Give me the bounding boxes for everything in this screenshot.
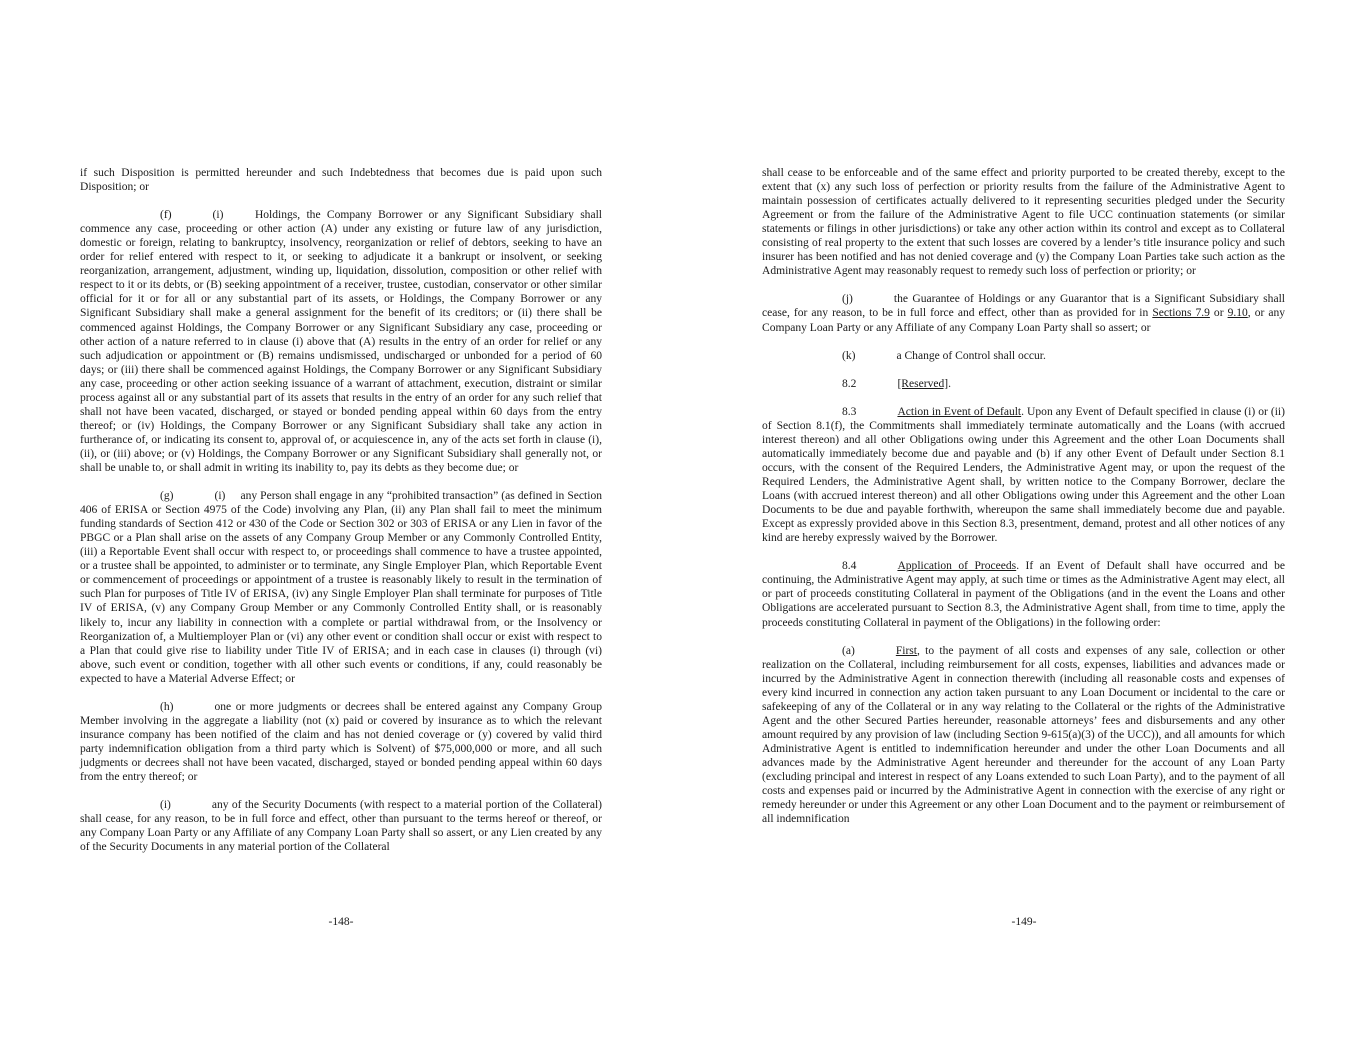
clause-h — [80, 700, 602, 784]
clause-h-label: (h) — [160, 700, 174, 713]
clause-f — [80, 208, 602, 475]
clause-i — [80, 798, 602, 854]
clause-k-label: (k) — [842, 349, 856, 362]
section-8-2: 8.2 [Reserved]. — [842, 377, 951, 390]
section-7-9-link[interactable]: Sections 7.9 — [1152, 307, 1210, 320]
clause-j-label: (j) — [842, 293, 853, 306]
clause-f-text: (i) Holdings, the Company Borrower or any Significant Subsidiary shall commence any case, proceeding or other action (A) under any existing or future law of any jurisdiction, domestic or foreign, relating to bankruptcy, insolvency, reorganization or relief of debtors, seeking to have an order for relief entered with respect to it, or seeking to adjudicate it a bankrupt or insolvent, or seeking reorganization, arrangement, adjustment, winding up, liquidation, dissolution, composition or other relief with respect to it or its debts, or (B) seeking appointment of a receiver, trustee, custodian, conservator or other similar official for it or for all or any substantial part of its assets, or Holdings, the Company Borrower or any Significant Subsidiary shall make a general assignment for the benefit of its creditors; or (ii) there shall be commenced against Holdings, the Company Borrower or any Significant Subsidiary any case, proceeding or other action of a nature referred to in clause (i) above that (A) results in the entry of an order for relief or any such adjudication or appointment or (B) remains undismissed, undischarged or unbonded for a period of 60 days; or (iii) there shall be commenced against Holdings, the Company Borrower or any Significant Subsidiary any case, proceeding or other action seeking issuance of a warrant of attachment, execution, distraint or similar process against all or any substantial part of its assets that results in the entry of an order for any such relief that shall not have been vacated, discharged, or stayed or bonded pending appeal within 60 days from the entry thereof; or (iv) Holdings, the Company Borrower or any Significant Subsidiary shall take any action in furtherance of, or indicating its consent to, approval of, or acquiescence in, any of the acts set forth in clause (i), (ii), or (iii) above; or (v) Holdings, the Company Borrower or any Significant Subsidiary shall generally not, or shall be unable to, or shall admit in writing its inability to, pay its debts as they become due; or — [80, 209, 602, 474]
page-number: -148- — [328, 916, 354, 928]
section-8-4-title: Application of Proceeds — [897, 560, 1017, 573]
section-9-10-link[interactable]: 9.10 — [1227, 307, 1248, 320]
clause-i-text: any of the Security Documents (with respect to a material portion of the Collateral) shall cease, for any reason, to be in full force and effect, other than pursuant to the terms hereof or thereof, or any Company Loan Party or any Affiliate of any Company Loan Party shall so assert, or any Lien created by any of the Security Documents in any material portion of the Collateral — [80, 799, 602, 854]
section-8-4-text: . If an Event of Default shall have occurred and be continuing, the Administrative Agent may apply, at such time or times as the Administrative Agent may elect, all or part of proceeds constituting Collateral in payment of the Obligations (and in the event the Loans and other Obligations are accelerated pursuant to Section 8.3, the Administrative Agent shall, from time to time, apply the proceeds constituting Collateral in payment of the Obligations) in the following order: — [762, 560, 1285, 629]
clause-i-label: (i) — [160, 799, 171, 812]
clause-a-label: (a) — [842, 644, 855, 657]
section-8-3 — [762, 405, 1285, 545]
section-8-3-number: 8.3 — [842, 405, 857, 418]
page-number: -149- — [1011, 916, 1037, 928]
paragraph-continuation: if such Disposition is permitted hereunder and such Indebtedness that becomes due is paid upon such Disposition; or — [80, 167, 602, 194]
clause-k-text: a Change of Control shall occur. — [896, 349, 1046, 362]
section-8-4-number: 8.4 — [842, 560, 857, 573]
clause-g — [80, 489, 602, 686]
section-8-4 — [762, 559, 1285, 629]
clause-h-text: one or more judgments or decrees shall be entered against any Company Group Member involving in the aggregate a liability (not (x) paid or covered by insurance as to which the relevant insurance company has been notified of the claim and has not denied coverage or (y) covered by valid third party indemnification obligation from a third party which is Solvent) of $75,000,000 or more, and all such judgments or decrees shall not have been vacated, discharged, stayed or bonded pending appeal within 60 days from the entry thereof; or — [80, 700, 602, 784]
clause-g-text: (i) any Person shall engage in any “prohibited transaction” (as defined in Section 406 of ERISA or Section 4975 of the Code) involving any Plan, (ii) any Plan shall fail to meet the minimum funding standards of Section 412 or 430 of the Code or Section 302 or 303 of ERISA or any Lien in favor of the PBGC or a Plan shall arise on the assets of any Company Group Member or any Commonly Controlled Entity, (iii) a Reportable Event shall occur with respect to, or proceedings shall commence to have a trustee appointed, or a trustee shall be appointed, to administer or to terminate, any Single Employer Plan, which Reportable Event or commencement of proceedings or appointment of a trustee is reasonably likely to result in the termination of such Plan for purposes of Title IV of ERISA, (iv) any Single Employer Plan shall terminate for purposes of Title IV of ERISA, (v) any Company Group Member or any Commonly Controlled Entity shall, or is reasonably likely to, incur any liability in connection with a complete or partial withdrawal from, or the Insolvency or Reorganization of, a Multiemployer Plan or (vi) any other event or condition shall occur or exist with respect to a Plan that could give rise to liability under Title IV of ERISA; and in each case in clauses (i) through (vi) above, such event or condition, together with all other such events or conditions, if any, could reasonably be expected to have a Material Adverse Effect; or — [80, 490, 602, 685]
section-8-2-number: 8.2 — [842, 377, 857, 390]
clause-a — [762, 644, 1285, 827]
clause-j: (j) the Guarantee of Holdings or any Guarantor that is a Significant Subsidiary shall cease, for any reason, to be in full force and effect, other than as provided for in Sections 7.9 or 9.10, or any Company Loan Party or any Affiliate of any Company Loan Party shall so assert; or — [762, 293, 1286, 334]
clause-f-label: (f) — [160, 209, 172, 222]
page-148-body — [80, 166, 602, 868]
paragraph-continuation: shall cease to be enforceable and of the same effect and priority purported to be created thereby, except to the extent that (x) any such loss of perfection or priority results from the failure of the Administrative Agent to maintain possession of certificates actually delivered to it representing securities pledged under the Security Agreement or from the failure of the Administrative Agent to file UCC continuation statements (or similar statements or filings in other jurisdictions) or take any other action within its control and except as to Collateral consisting of real property to the extent that such losses are covered by a lender’s title insurance policy and such insurer has been notified and has not denied coverage and (y) the Company Loan Parties take such action as the Administrative Agent may reasonably request to remedy such loss of perfection or priority; or — [762, 167, 1285, 278]
page-149 — [683, 0, 1365, 1055]
section-8-2-title: [Reserved] — [897, 377, 949, 390]
clause-g-label: (g) — [160, 490, 174, 503]
clause-a-title: First — [895, 644, 918, 657]
section-8-3-title: Action in Event of Default — [897, 405, 1022, 418]
page-148 — [0, 0, 682, 1055]
clause-a-text: , to the payment of all costs and expenses of any sale, collection or other realization on the Collateral, including reimbursement for all costs, expenses, liabilities and advances made or incurred by the Administrative Agent in connection therewith (including all reasonable costs and expenses of every kind incurred in connection any action taken pursuant to any Loan Document or incidental to the care or safekeeping of any of the Collateral or in any way relating to the Collateral or the rights of the Administrative Agent and the other Secured Parties hereunder, reasonable attorneys’ fees and disbursements and any other amount required by any provision of law (including Section 9-615(a)(3) of the UCC)), and all amounts for which Administrative Agent is entitled to indemnification hereunder and under the other Loan Documents and all advances made by the Administrative Agent hereunder and thereunder for the account of any Loan Party (excluding principal and interest in respect of any Loans extended to such Loan Party), and to the payment of all costs and expenses paid or incurred by the Administrative Agent in connection with the exercise of any right or remedy hereunder or under this Agreement or any other Loan Document and to the payment or reimbursement of all indemnification — [762, 644, 1285, 826]
clause-k — [762, 349, 1285, 363]
page-149-body — [762, 166, 1285, 840]
section-8-3-text: . Upon any Event of Default specified in clause (i) or (ii) of Section 8.1(f), the Commitments shall immediately terminate automatically and the Loans (with accrued interest thereon) and all other Obligations owing under this Agreement and the other Loan Documents shall automatically immediately become due and payable and (b) if any other Event of Default under Section 8.1 occurs, with the consent of the Required Lenders, the Administrative Agent may, or upon the request of the Required Lenders, the Administrative Agent shall, by written notice to the Company Borrower, declare the Loans (with accrued interest thereon) and all other Obligations owing under this Agreement and the other Loan Documents to be due and payable forthwith, whereupon the same shall immediately become due and payable. Except as expressly provided above in this Section 8.3, presentment, demand, protest and all other notices of any kind are hereby expressly waived by the Borrower. — [762, 405, 1285, 545]
